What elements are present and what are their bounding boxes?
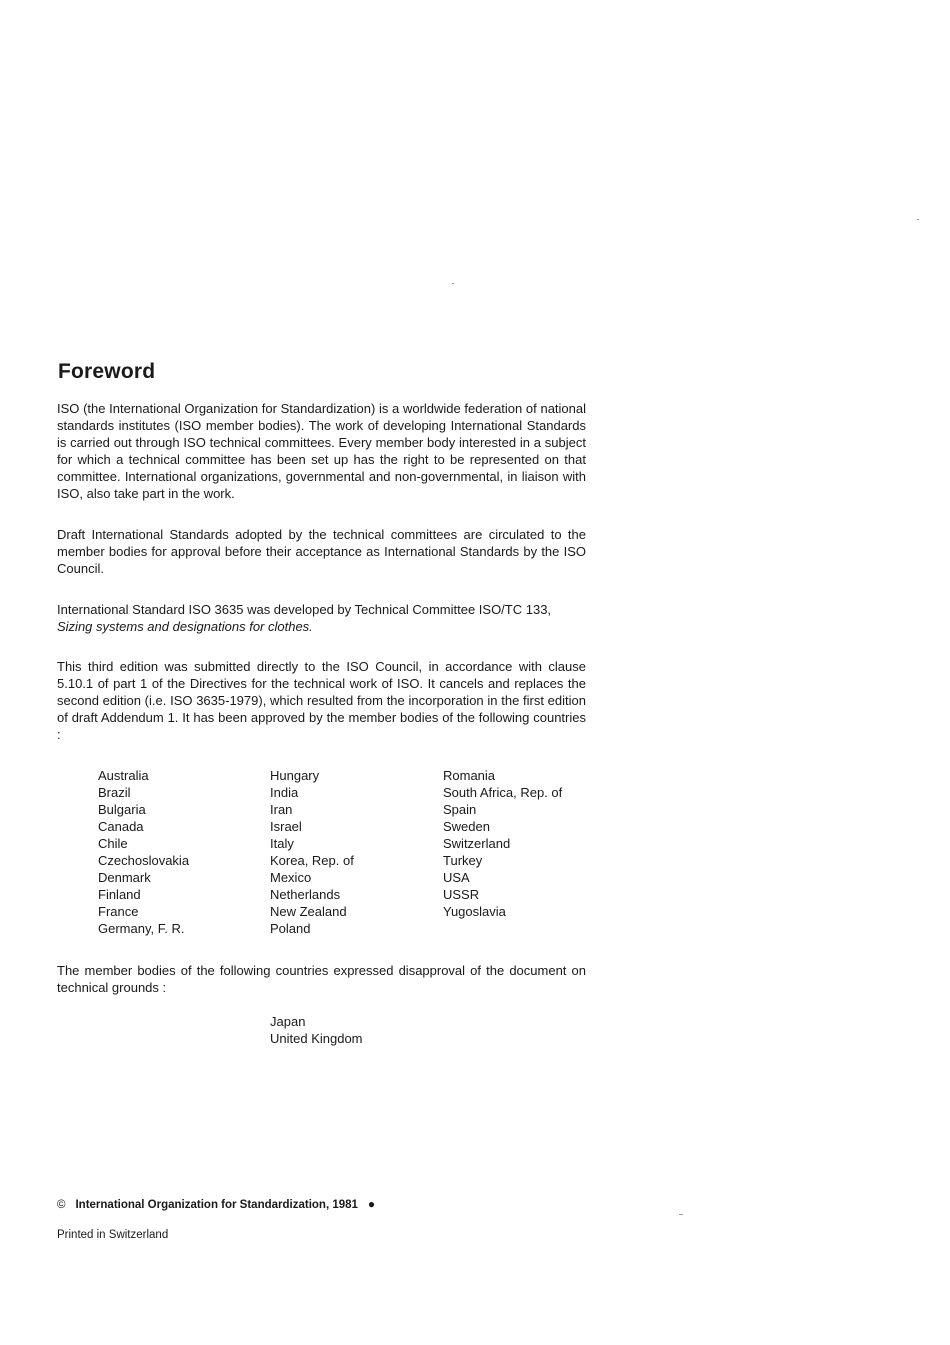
country-item: Korea, Rep. of bbox=[270, 853, 354, 868]
country-item: South Africa, Rep. of bbox=[443, 785, 563, 800]
country-item: New Zealand bbox=[270, 904, 347, 919]
approving-countries-column-1 bbox=[98, 767, 189, 937]
country-item: Japan bbox=[270, 1014, 306, 1029]
scan-speck bbox=[452, 283, 454, 284]
standard-origin-text: International Standard ISO 3635 was developed by Technical Committee ISO/TC 133, bbox=[57, 602, 552, 617]
approving-countries-column-3 bbox=[443, 767, 562, 920]
country-item: Canada bbox=[98, 819, 144, 834]
country-item: France bbox=[98, 904, 139, 919]
country-item: Spain bbox=[443, 802, 477, 817]
country-item: Mexico bbox=[270, 870, 312, 885]
country-item: Netherlands bbox=[270, 887, 341, 902]
country-item: Sweden bbox=[443, 819, 490, 834]
scan-speck bbox=[917, 219, 919, 220]
country-item: USSR bbox=[443, 887, 480, 902]
country-item: Poland bbox=[270, 921, 311, 936]
country-item: Israel bbox=[270, 819, 302, 834]
country-item: USA bbox=[443, 870, 470, 885]
approving-countries-column-2 bbox=[270, 767, 354, 937]
scan-speck bbox=[679, 1214, 683, 1215]
country-item: Iran bbox=[270, 802, 293, 817]
country-item: Romania bbox=[443, 768, 496, 783]
country-item: Hungary bbox=[270, 768, 320, 783]
disapproving-countries bbox=[270, 1013, 363, 1047]
country-item: Germany, F. R. bbox=[98, 921, 185, 936]
paragraph-edition-info: This third edition was submitted directly to the ISO Council, in accordance with clause 5.10.1 of part 1 of the Directives for the technical work of ISO. It cancels and replaces the second edition (i.e. ISO 3635-1979), which resulted from the incorporation in the first edition of draft Addendum 1. It has been approved by the member bodies of the following countries : bbox=[57, 659, 586, 742]
country-item: Bulgaria bbox=[98, 802, 146, 817]
committee-title: Sizing systems and designations for clothes. bbox=[57, 619, 313, 634]
copyright-line bbox=[57, 1196, 375, 1213]
country-item: Brazil bbox=[98, 785, 131, 800]
country-item: Chile bbox=[98, 836, 128, 851]
country-item: Turkey bbox=[443, 853, 483, 868]
paragraph-draft-standards: Draft International Standards adopted by the technical committees are circulated to the member bodies for approval before their acceptance as International Standards by the ISO Council. bbox=[57, 527, 586, 576]
page-title: Foreword bbox=[58, 360, 156, 383]
country-item: India bbox=[270, 785, 299, 800]
paragraph-disapproval: The member bodies of the following countries expressed disapproval of the document on technical grounds : bbox=[57, 963, 586, 995]
country-item: Czechoslovakia bbox=[98, 853, 190, 868]
country-item: Italy bbox=[270, 836, 294, 851]
printed-in-note: Printed in Switzerland bbox=[57, 1229, 169, 1241]
copyright-icon: © bbox=[57, 1199, 66, 1211]
country-item: United Kingdom bbox=[270, 1031, 363, 1046]
country-item: Switzerland bbox=[443, 836, 511, 851]
copyright-text: International Organization for Standardization, 1981 bbox=[75, 1199, 358, 1211]
country-item: Australia bbox=[98, 768, 149, 783]
country-item: Finland bbox=[98, 887, 141, 902]
country-item: Yugoslavia bbox=[443, 904, 506, 919]
paragraph-iso-intro: ISO (the International Organization for Standardization) is a worldwide federation of national standards institutes (ISO member bodies). The work of developing International Standards is carried out through ISO technical committees. Every member body interested in a subject for which a technical committee has been set up has the right to be represented on that committee. International organizations, governmental and non-governmental, in liaison with ISO, also take part in the work. bbox=[57, 401, 586, 501]
paragraph-standard-origin bbox=[57, 601, 586, 635]
bullet-icon: ● bbox=[367, 1197, 376, 1211]
country-item: Denmark bbox=[98, 870, 151, 885]
